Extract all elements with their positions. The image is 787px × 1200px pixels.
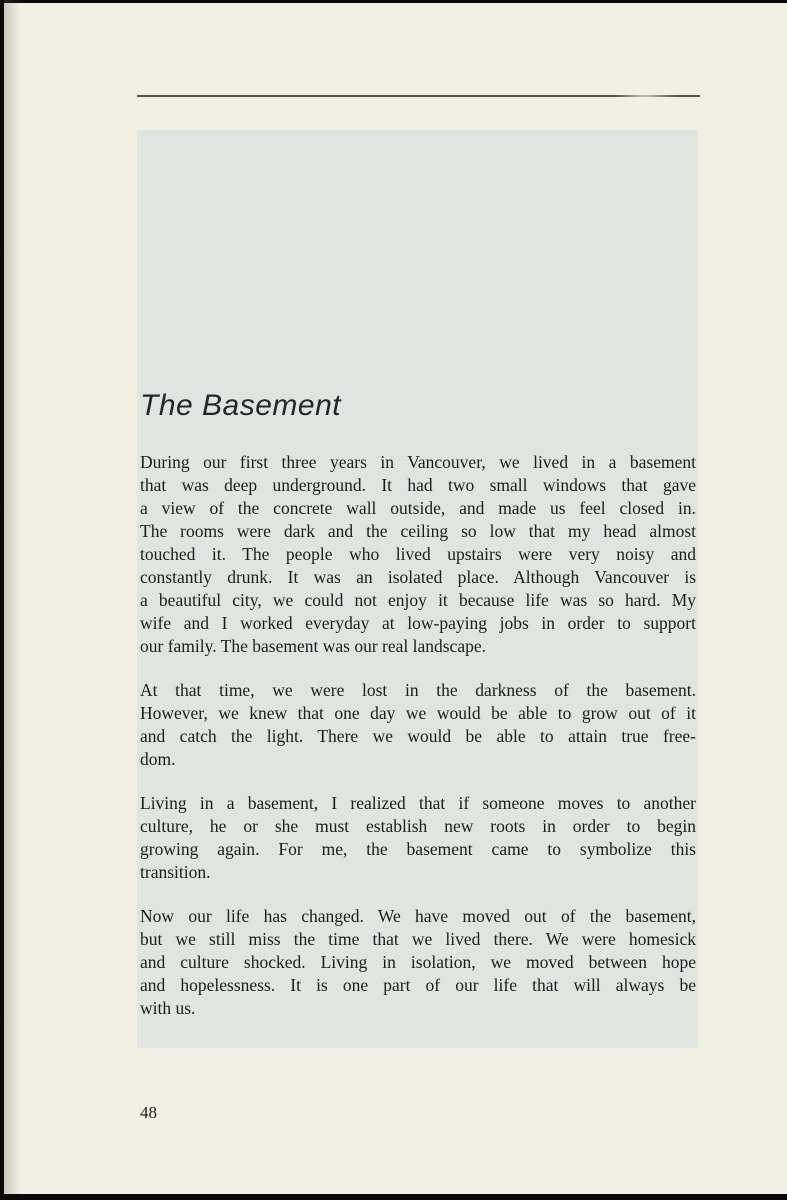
content-panel — [137, 130, 698, 1048]
text-line: During our first three years in Vancouver, we lived in a basement — [140, 452, 696, 472]
text-line: our family. The basement was our real landscape. — [140, 636, 486, 656]
paragraph — [140, 792, 696, 884]
chapter-rule — [137, 95, 700, 97]
scan-edge-top — [0, 0, 787, 3]
text-line: The rooms were dark and the ceiling so low that my head almost — [140, 521, 696, 541]
gutter-shadow — [4, 0, 20, 1200]
text-line: with us. — [140, 998, 196, 1018]
text-line: touched it. The people who lived upstairs were very noisy and — [140, 544, 696, 564]
text-line: constantly drunk. It was an isolated place. Although Vancouver is — [140, 567, 696, 587]
text-line: culture, he or she must establish new roots in order to begin — [140, 816, 696, 836]
text-line: a beautiful city, we could not enjoy it because life was so hard. My — [140, 590, 696, 610]
paragraph — [140, 905, 696, 1020]
scan-edge-bottom — [0, 1194, 787, 1200]
text-line: and culture shocked. Living in isolation, we moved between hope — [140, 952, 696, 972]
text-line: transition. — [140, 862, 211, 882]
text-line: and hopelessness. It is one part of our life that will always be — [140, 975, 696, 995]
text-line: a view of the concrete wall outside, and made us feel closed in. — [140, 498, 696, 518]
text-line: that was deep underground. It had two small windows that gave — [140, 475, 696, 495]
text-line: However, we knew that one day we would be able to grow out of it — [140, 703, 696, 723]
chapter-title: The Basement — [140, 389, 342, 422]
text-line: and catch the light. There we would be able to attain true free- — [140, 726, 696, 746]
text-line: At that time, we were lost in the darkness of the basement. — [140, 680, 696, 700]
body-text — [140, 451, 696, 1020]
paragraph — [140, 451, 696, 658]
text-line: Living in a basement, I realized that if someone moves to another — [140, 793, 696, 813]
page-number: 48 — [140, 1103, 157, 1122]
text-line: Now our life has changed. We have moved out of the basement, — [140, 906, 696, 926]
text-line: but we still miss the time that we lived there. We were homesick — [140, 929, 696, 949]
text-line: wife and I worked everyday at low-paying jobs in order to support — [140, 613, 696, 633]
paragraph — [140, 679, 696, 771]
text-line: dom. — [140, 749, 176, 769]
text-line: growing again. For me, the basement came to symbolize this — [140, 839, 696, 859]
